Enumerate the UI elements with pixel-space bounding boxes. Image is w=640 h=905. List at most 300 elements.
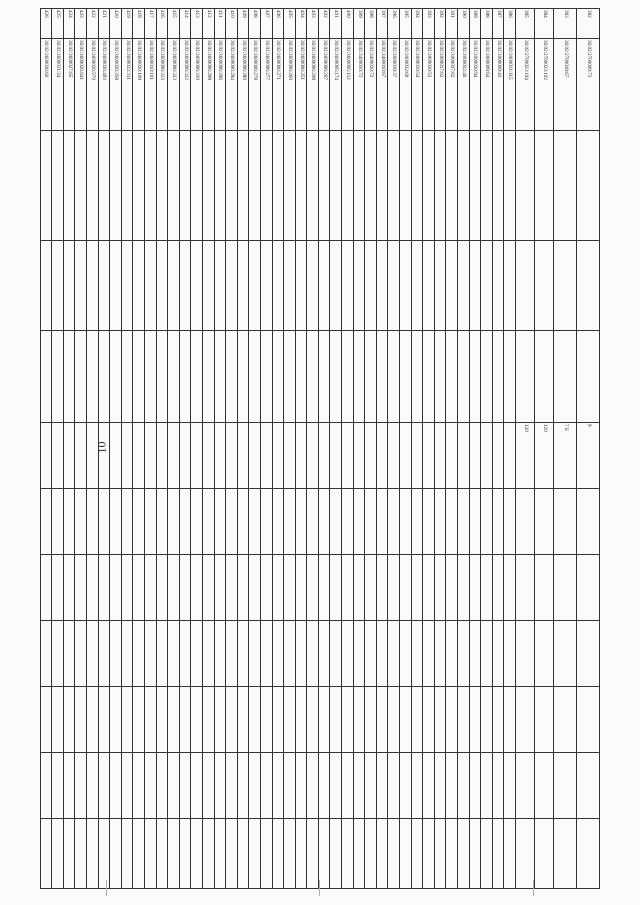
table-cell: 36:02:3600006:271	[272, 39, 284, 131]
table-cell	[330, 489, 342, 555]
table-cell	[469, 621, 481, 687]
table-cell	[577, 819, 600, 889]
table-cell	[423, 423, 435, 489]
table-cell	[133, 331, 145, 423]
table-cell	[504, 753, 516, 819]
table-cell	[284, 489, 296, 555]
table-cell	[423, 555, 435, 621]
table-cell	[365, 687, 377, 753]
table-cell	[446, 331, 458, 423]
table-cell	[318, 131, 330, 241]
table-cell	[318, 555, 330, 621]
table-cell	[145, 621, 157, 687]
table-row	[260, 9, 272, 889]
table-cell	[481, 753, 493, 819]
table-cell	[87, 241, 99, 331]
table-cell	[145, 489, 157, 555]
table-cell	[295, 555, 307, 621]
table-row	[87, 9, 99, 889]
table-cell: 36:02:3600026:570	[87, 39, 99, 131]
table-row	[75, 9, 87, 889]
rotated-table-wrapper	[43, 8, 600, 888]
table-cell: 36:02:2700018:67	[554, 39, 577, 131]
table-cell	[388, 489, 400, 555]
table-cell	[469, 131, 481, 241]
table-cell	[318, 753, 330, 819]
table-cell	[295, 753, 307, 819]
table-cell	[272, 241, 284, 331]
table-cell	[63, 131, 75, 241]
table-cell: 36:02:3600006:333	[156, 39, 168, 131]
table-cell	[554, 753, 577, 819]
table-cell	[63, 241, 75, 331]
table-cell: 36:02:3000009:41	[492, 39, 504, 131]
table-cell: 398	[365, 9, 377, 39]
table-cell: 418	[133, 9, 145, 39]
table-cell	[260, 555, 272, 621]
table-cell	[226, 753, 238, 819]
table-cell	[388, 819, 400, 889]
table-cell	[434, 621, 446, 687]
table-cell	[121, 131, 133, 241]
table-cell	[535, 555, 554, 621]
table-cell: 36:02:3600006:278	[249, 39, 261, 131]
table-cell	[376, 241, 388, 331]
table-cell: 36:02:3400010:67	[376, 39, 388, 131]
table-cell	[516, 819, 535, 889]
table-cell	[330, 555, 342, 621]
table-cell: 386	[504, 9, 516, 39]
table-cell	[365, 131, 377, 241]
table-cell: 421	[98, 9, 110, 39]
table-row	[133, 9, 145, 889]
table-cell	[516, 131, 535, 241]
table-cell	[376, 331, 388, 423]
table-cell	[98, 423, 110, 489]
table-row	[156, 9, 168, 889]
table-cell	[504, 621, 516, 687]
table-row	[446, 9, 458, 889]
table-cell: 36:02:3000011:115	[504, 39, 516, 131]
table-cell	[307, 687, 319, 753]
table-cell	[40, 819, 52, 889]
table-cell	[52, 423, 64, 489]
table-cell	[458, 555, 470, 621]
table-cell	[554, 489, 577, 555]
table-cell	[214, 819, 226, 889]
table-row	[214, 9, 226, 889]
table-cell	[98, 621, 110, 687]
table-cell: 403	[307, 9, 319, 39]
table-cell: 36:02:3600006:207	[318, 39, 330, 131]
table-cell	[400, 555, 412, 621]
table-cell	[554, 331, 577, 423]
table-cell: 120	[516, 423, 535, 489]
table-cell	[226, 131, 238, 241]
table-cell	[168, 331, 180, 423]
table-cell	[110, 621, 122, 687]
table-cell	[330, 331, 342, 423]
table-cell	[179, 687, 191, 753]
table-cell	[52, 753, 64, 819]
table-cell	[156, 687, 168, 753]
table-cell	[214, 423, 226, 489]
table-cell	[535, 753, 554, 819]
table-cell: 36:02:2700023:102	[535, 39, 554, 131]
table-cell	[577, 241, 600, 331]
table-cell	[75, 555, 87, 621]
table-cell	[237, 423, 249, 489]
table-cell	[469, 819, 481, 889]
table-cell	[516, 687, 535, 753]
table-cell	[330, 819, 342, 889]
table-cell	[40, 687, 52, 753]
table-cell	[237, 241, 249, 331]
table-cell	[214, 131, 226, 241]
table-cell	[98, 331, 110, 423]
table-cell	[492, 131, 504, 241]
table-cell	[226, 423, 238, 489]
table-cell	[516, 331, 535, 423]
table-cell	[307, 819, 319, 889]
table-cell	[353, 555, 365, 621]
registry-table	[40, 8, 600, 889]
table-cell	[492, 555, 504, 621]
table-cell	[75, 131, 87, 241]
table-cell	[98, 753, 110, 819]
table-cell	[411, 131, 423, 241]
table-row	[535, 9, 554, 889]
table-cell	[411, 331, 423, 423]
table-row	[191, 9, 203, 889]
table-cell	[168, 753, 180, 819]
table-cell	[237, 555, 249, 621]
table-cell	[318, 621, 330, 687]
table-cell	[411, 423, 423, 489]
table-cell	[272, 489, 284, 555]
table-row	[226, 9, 238, 889]
table-cell	[214, 331, 226, 423]
table-cell	[388, 131, 400, 241]
table-cell	[516, 621, 535, 687]
table-cell	[353, 423, 365, 489]
table-cell	[318, 331, 330, 423]
table-row	[40, 9, 52, 889]
table-cell	[63, 687, 75, 753]
table-cell: 36:02:3600006:310	[191, 39, 203, 131]
table-cell: 36:02:3600010:109	[133, 39, 145, 131]
table-row	[411, 9, 423, 889]
table-cell	[226, 331, 238, 423]
table-cell	[481, 423, 493, 489]
table-cell	[295, 131, 307, 241]
table-cell: 426	[40, 9, 52, 39]
table-cell	[469, 423, 481, 489]
table-cell	[446, 819, 458, 889]
table-cell	[434, 423, 446, 489]
table-cell: 388	[481, 9, 493, 39]
table-cell	[260, 687, 272, 753]
table-body	[40, 9, 599, 889]
table-cell: 36:02:3600027:65	[63, 39, 75, 131]
table-cell	[434, 555, 446, 621]
table-cell	[481, 331, 493, 423]
table-cell	[492, 819, 504, 889]
table-cell	[249, 687, 261, 753]
table-cell	[469, 241, 481, 331]
table-row	[504, 9, 516, 889]
table-cell	[535, 331, 554, 423]
table-cell	[342, 621, 354, 687]
table-cell: 36:02:3400010:73	[353, 39, 365, 131]
table-cell	[168, 555, 180, 621]
table-cell: 416	[156, 9, 168, 39]
table-cell	[52, 241, 64, 331]
table-cell	[260, 621, 272, 687]
table-cell	[577, 331, 600, 423]
table-cell: 36:02:3600026:641	[75, 39, 87, 131]
table-cell	[446, 621, 458, 687]
table-row	[179, 9, 191, 889]
table-row	[376, 9, 388, 889]
table-cell	[353, 621, 365, 687]
table-cell	[365, 423, 377, 489]
scan-edge-marks	[0, 880, 640, 905]
table-cell	[342, 131, 354, 241]
table-cell: 409	[237, 9, 249, 39]
table-cell	[504, 819, 516, 889]
table-cell	[353, 819, 365, 889]
table-cell	[226, 819, 238, 889]
table-cell	[481, 687, 493, 753]
table-cell	[168, 241, 180, 331]
table-cell: 397	[376, 9, 388, 39]
table-cell	[376, 753, 388, 819]
table-cell: 401	[330, 9, 342, 39]
table-cell	[87, 555, 99, 621]
table-cell: 36:02:3600036:60	[40, 39, 52, 131]
table-cell	[388, 241, 400, 331]
table-cell	[400, 241, 412, 331]
table-cell	[249, 819, 261, 889]
table-cell: 36:02:2700023:104	[516, 39, 535, 131]
table-cell	[168, 131, 180, 241]
table-cell	[284, 423, 296, 489]
table-cell	[87, 131, 99, 241]
table-cell	[110, 753, 122, 819]
table-cell	[179, 131, 191, 241]
table-cell	[260, 819, 272, 889]
table-cell	[284, 131, 296, 241]
table-cell	[168, 621, 180, 687]
table-cell	[492, 753, 504, 819]
table-cell	[481, 819, 493, 889]
table-cell: 36:02:3600005:174	[330, 39, 342, 131]
table-cell	[577, 555, 600, 621]
table-cell	[458, 489, 470, 555]
table-cell	[63, 423, 75, 489]
table-cell: 415	[168, 9, 180, 39]
table-cell	[481, 131, 493, 241]
table-cell	[318, 489, 330, 555]
table-cell	[423, 819, 435, 889]
table-cell	[272, 131, 284, 241]
table-cell	[481, 489, 493, 555]
table-cell	[179, 621, 191, 687]
table-cell	[121, 423, 133, 489]
table-cell	[295, 819, 307, 889]
table-cell	[52, 131, 64, 241]
table-cell	[272, 819, 284, 889]
table-cell	[110, 131, 122, 241]
table-cell	[214, 489, 226, 555]
table-cell	[63, 819, 75, 889]
table-cell	[423, 489, 435, 555]
page-number: 10	[94, 441, 109, 454]
table-cell	[376, 819, 388, 889]
table-row	[249, 9, 261, 889]
table-cell	[87, 423, 99, 489]
table-cell	[272, 331, 284, 423]
table-row	[516, 9, 535, 889]
table-row	[121, 9, 133, 889]
table-cell	[133, 131, 145, 241]
table-cell	[535, 241, 554, 331]
table-cell	[63, 331, 75, 423]
table-cell	[214, 621, 226, 687]
table-cell	[295, 423, 307, 489]
table-cell	[249, 331, 261, 423]
table-cell	[52, 555, 64, 621]
table-cell	[75, 819, 87, 889]
table-row	[145, 9, 157, 889]
table-cell	[469, 753, 481, 819]
table-cell	[446, 555, 458, 621]
table-cell	[191, 819, 203, 889]
table-cell	[272, 555, 284, 621]
table-cell	[179, 819, 191, 889]
table-cell: 389	[469, 9, 481, 39]
table-cell	[202, 621, 214, 687]
table-cell	[554, 819, 577, 889]
table-cell	[458, 753, 470, 819]
table-cell	[423, 241, 435, 331]
scan-mark	[319, 880, 320, 896]
table-cell	[156, 819, 168, 889]
table-row	[63, 9, 75, 889]
table-cell	[145, 241, 157, 331]
table-cell: 413	[191, 9, 203, 39]
table-cell	[202, 753, 214, 819]
table-cell	[376, 423, 388, 489]
table-cell	[411, 489, 423, 555]
table-cell	[492, 241, 504, 331]
table-cell: 36:02:3600006:296	[214, 39, 226, 131]
table-cell: 7 Б	[554, 423, 577, 489]
table-cell	[504, 687, 516, 753]
table-cell	[237, 621, 249, 687]
table-cell	[365, 621, 377, 687]
table-cell	[400, 819, 412, 889]
table-cell	[145, 423, 157, 489]
table-cell	[458, 621, 470, 687]
table-cell	[330, 753, 342, 819]
table-cell	[411, 753, 423, 819]
table-row	[469, 9, 481, 889]
table-cell	[87, 489, 99, 555]
table-cell	[516, 241, 535, 331]
table-cell	[133, 555, 145, 621]
table-cell: 393	[423, 9, 435, 39]
table-cell	[411, 241, 423, 331]
table-cell	[110, 687, 122, 753]
table-cell	[249, 753, 261, 819]
table-cell	[87, 819, 99, 889]
table-cell	[63, 489, 75, 555]
table-cell	[365, 241, 377, 331]
table-cell	[492, 331, 504, 423]
table-cell	[516, 753, 535, 819]
table-cell	[249, 621, 261, 687]
table-cell: 417	[145, 9, 157, 39]
table-row	[492, 9, 504, 889]
table-cell	[98, 687, 110, 753]
table-row	[353, 9, 365, 889]
table-cell	[110, 331, 122, 423]
table-cell	[388, 423, 400, 489]
table-cell: 422	[87, 9, 99, 39]
table-cell	[260, 331, 272, 423]
table-cell	[492, 621, 504, 687]
table-cell: 36:02:3600006:312	[179, 39, 191, 131]
table-row	[330, 9, 342, 889]
table-cell	[481, 555, 493, 621]
table-cell: 36:02:3000017:63	[434, 39, 446, 131]
table-cell: 411	[214, 9, 226, 39]
table-cell	[342, 241, 354, 331]
table-cell	[458, 819, 470, 889]
table-cell	[458, 241, 470, 331]
table-cell	[63, 555, 75, 621]
table-cell	[577, 621, 600, 687]
table-row	[458, 9, 470, 889]
table-cell	[75, 331, 87, 423]
table-cell: 36:02:3600006:260	[284, 39, 296, 131]
table-cell	[458, 423, 470, 489]
table-cell: 383	[554, 9, 577, 39]
table-cell	[156, 621, 168, 687]
table-cell	[388, 331, 400, 423]
table-row	[98, 9, 110, 889]
table-cell	[284, 687, 296, 753]
table-cell	[318, 423, 330, 489]
table-cell	[87, 331, 99, 423]
table-cell: 36:02:3600006:298	[202, 39, 214, 131]
table-row	[52, 9, 64, 889]
table-cell	[434, 753, 446, 819]
table-cell	[342, 489, 354, 555]
table-cell: 382	[577, 9, 600, 39]
table-cell	[249, 131, 261, 241]
table-cell	[295, 687, 307, 753]
table-cell	[110, 555, 122, 621]
table-cell	[179, 555, 191, 621]
table-cell	[535, 621, 554, 687]
table-row	[388, 9, 400, 889]
table-cell	[458, 331, 470, 423]
table-cell	[504, 423, 516, 489]
table-cell	[121, 241, 133, 331]
